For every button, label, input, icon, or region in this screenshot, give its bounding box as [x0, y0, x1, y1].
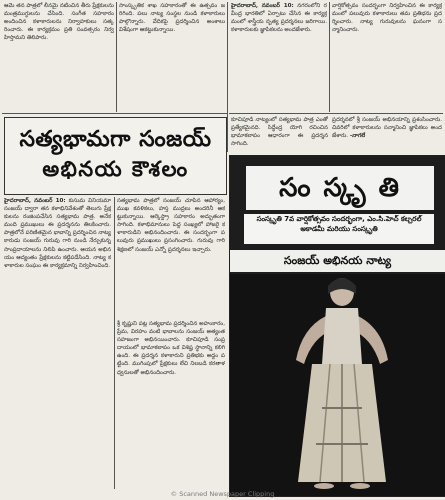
article-column-2-text: సత్యభామ పాత్రలో సంజయ్ చూపిన ఆహార్యం, ముఖ కవళికలు, హస్త ముద్రలు అందరినీ ఆకట్టుకున్నాయి. ఆర్కెస్ట్రా సహకారం అద్భుతంగా సాగింది. కళాభిమానులు పెద్ద సంఖ్యలో హాజరై కళాకారుడిని అభినందించారు. ఈ సందర్భంగా పలువురు ప్రముఖులు ప్రసంగించారు. గురువు గారి శిక్షణలో సంజయ్ ఎన్నో ప్రదర్శనలు ఇచ్చారు. [117, 198, 225, 253]
section-rule [229, 113, 443, 114]
article-column-2 [117, 197, 225, 317]
mid-column-left [231, 116, 328, 153]
mid-column-right [332, 116, 442, 153]
headline-line-2: అభినయ కౌశలం [42, 156, 189, 181]
top-column-a-text: ఆమె తన పాత్రలో లీనమై నటించిన తీరు ప్రేక్షకులను మంత్రముగ్ధులను చేసింది. సంగీత సహకారం అందించిన కళాకారులను నిర్వాహకులు సత్కరించారు. ఈ కార్యక్రమం ప్రతి సంవత్సరం నిర్వహిస్తామని తెలిపారు. [4, 3, 114, 42]
article-dateline: హైదరాబాద్, నవంబర్ 10: [4, 198, 66, 204]
top-column-b-text: సాంస్కృతిక శాఖ సహకారంతో ఈ ఉత్సవం జరిగింది. పలు నాట్య సంస్థల నుండి కళాకారులు పాల్గొన్నారు. వేదికపై ప్రదర్శించిన అంశాలు విశేషంగా ఆకట్టుకున్నాయి. [119, 3, 225, 34]
column-rule [114, 197, 115, 489]
headline-box [4, 117, 227, 195]
watermark: © Scanned Newspaper Clipping [170, 490, 275, 498]
top-column-d-text: వార్షికోత్సవం సందర్భంగా నిర్వహించిన ఈ కార్యక్రమంలో పలువురు కళాకారులు తమ ప్రతిభను ప్రదర్శించారు. నాట్య గురువులను ఘనంగా సన్మానించారు. [332, 3, 442, 34]
column-rule [116, 2, 117, 112]
article-column-1-text: కుసుమ వినియమా సంజయ్ ద్వారా తన కళాభినివేశంతో తెలుగు ప్రేక్షకులను రంజింపచేసిన సత్యభామ పాత్ర. అనేక మంది ప్రముఖులు ఈ ప్రదర్శనను తిలకించారు. పాత్రలోనే పరిణితమైన భావాన్ని ప్రదర్శించిన నాట్యకారుడు సంజయ్ గురువు గారి నుండి నేర్చుకున్న సాంప్రదాయాలను నిలిపి ఉంచారు. ఆయన అభినయం ఆద్యంతం ప్రేక్షకులను కట్టిపడేసింది. నాట్య కళాకారుల సంఘం ఈ కార్యక్రమాన్ని నిర్వహించింది. [4, 198, 111, 269]
top-column-c-text: నగరంలోని రవీంద్ర భారతిలో ఏర్పాటు చేసిన ఈ కార్యక్రమంలో శాస్త్రీయ నృత్య ప్రదర్శనలు జరిగాయి. కళాకారులకు జ్ఞాపికలను అందజేశారు. [231, 3, 327, 34]
headline-line-1: సత్యభామగా సంజయ్ [19, 126, 212, 152]
article-column-3-text: శ్రీ కృష్ణుని పట్ల సత్యభామ ప్రదర్శించిన అహంకారం, ప్రేమ, విరహం వంటి భావాలను సంజయ్ అత్యంత సహజంగా అభినయించారు. కూచిపూడి సంప్రదాయంలో భామాకలాపం ఒక విశిష్ట స్థానాన్ని కలిగి ఉంది. ఈ ప్రదర్శన కళాకారుని ప్రతిభకు అద్దం పట్టింది. ముగింపులో ప్రేక్షకులు లేచి నిలబడి కరతాళ ధ్వనులతో అభినందించారు. [117, 321, 225, 376]
mid-column-left-text: కూచిపూడి నాట్యంలో సత్యభామ పాత్ర ఎంతో ప్రత్యేకమైనది. సిద్ధేంద్ర యోగి రచించిన భామాకలాపం ఆధారంగా ఈ ప్రదర్శన సాగింది. [231, 117, 328, 148]
top-column-d [332, 2, 442, 112]
article-column-1 [4, 197, 111, 489]
section-rule [2, 113, 227, 114]
top-column-c [231, 2, 327, 112]
byline: -నాగలే [349, 133, 366, 140]
top-column-b [119, 2, 225, 112]
article-column-3 [117, 320, 225, 490]
dancer-figure-icon [282, 268, 402, 490]
column-rule [329, 2, 330, 112]
top-column-a [4, 2, 114, 112]
top-column-c-dateline: హైదరాబాద్, నవంబర్ 10: [231, 3, 294, 9]
photo-banner-sub: సంస్కృతి 7వ వార్షికోత్సవం సందర్భంగా, ఎం.సి.హెచ్ కల్చరల్ అకాడమీ మరియు సంస్కృతి [244, 214, 434, 244]
mid-column-right-text: ప్రదర్శనలో శ్రీ సంజయ్ అభినయాన్ని ప్రశంసించారు. చివరిలో కళాకారులను సన్మానించి జ్ఞాపికలు అందజేశారు. [332, 117, 442, 140]
dancer-photo [229, 155, 445, 497]
column-rule [227, 2, 228, 152]
photo-banner-main: సం స్కృ తి [246, 166, 434, 210]
photo-banner-bottom: సంజయ్ అభినయ నాట్య [230, 250, 445, 272]
